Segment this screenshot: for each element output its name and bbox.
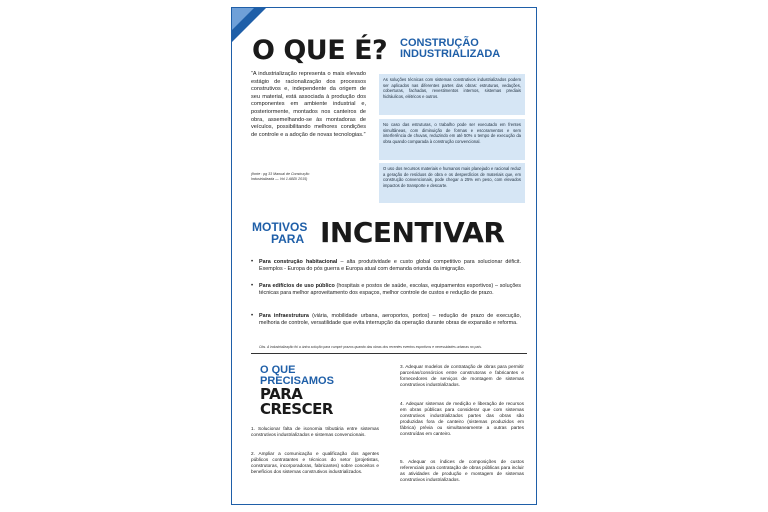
para-label: PARA bbox=[271, 232, 305, 246]
bullet-item bbox=[251, 259, 521, 273]
corner-accent-light bbox=[232, 8, 254, 30]
info-box-1: As soluções técnicas com sistemas construtivos industrializados podem ser aplicados nas diferentes partes das obras: estruturas, vedações, coberturas, fachadas, revestimentos internos, sistemas prediais hidráulicos, elétricos e outros. bbox=[379, 74, 525, 115]
quote-source: (fonte : pg 33 Manual de Construção Industrializada — Vol 1 ABDI 2015) bbox=[251, 172, 310, 181]
obs-note: Obs. A industrialização foi a única solução para cumprir prazos quando das obras dos recentes eventos esportivos e necessidades urbanas no país. bbox=[259, 345, 482, 349]
definition-quote: “A industrialização representa o mais elevado estágio de racionalização dos processos construtivos e, independente da origem de seu material, está associada à produção dos componentes em ambiente industrial e, posteriormente, montados nos canteiros de obra, assemelhando-se às montadoras de veículos, possibilitando melhores condições de controle e a adoção de novas tecnologias.” bbox=[251, 71, 366, 138]
crescer-line3: PARA bbox=[260, 385, 303, 403]
document-page bbox=[231, 7, 537, 505]
incentivar-title: INCENTIVAR bbox=[320, 216, 505, 249]
list-item: 3. Adequar modelos de contratação de obras para permitir parcerias/consórcios entre construtoras e fabricantes e fornecedores de serviços de montagem de sistemas construtivos industrializados. bbox=[400, 364, 524, 387]
bullet-text: Para infraestrutura (viária, mobilidade urbana, aeroportos, portos) – redução de prazo de execução, melhoria de controle, versatilidade que evita interrupção da operação durante obras de expansão e reforma. bbox=[259, 313, 521, 326]
page-title: O QUE É? bbox=[252, 35, 388, 66]
bullet-dot: • bbox=[251, 283, 254, 289]
page-subtitle-line2: INDUSTRIALIZADA bbox=[400, 48, 501, 60]
list-item: 5. Adequar os índices de composições de custos referenciais para contratação de obras públicas para incluir as atividades de produção e montagem de sistemas construtivos industrializados. bbox=[400, 459, 524, 482]
bullet-item bbox=[251, 283, 521, 297]
section-divider bbox=[251, 353, 527, 354]
crescer-line4: CRESCER bbox=[260, 400, 333, 418]
crescer-line2: PRECISAMOS bbox=[260, 375, 334, 387]
bullet-dot: • bbox=[251, 259, 254, 265]
list-item: 4. Adequar sistemas de medição e liberação de recursos em obras públicas para considerar que com sistemas construtivos industrializados partes das obras são produzidas fora de canteiro (sistemas produzidos em fábrica) prévia ou simultaneamente a outras partes construídas em canteiro. bbox=[400, 401, 524, 436]
info-box-2: No caso das estruturas, o trabalho pode ser executado em frentes simultâneas, com diminuição de formas e escoramentos e sem interferência de chuvas, reduzindo em até 50% o tempo de execução da obra quando comparada à construção convencional. bbox=[379, 119, 525, 160]
list-item: 2. Ampliar a comunicação e qualificação dos agentes públicos contratantes e técnicos do setor (projetistas, construtoras, incorporadoras, fabricantes) sobre conceitos e benefícios dos sistemas construtivos industrializados. bbox=[251, 451, 379, 474]
list-item: 1. Solucionar falta de isonomia tributária entre sistemas construtivos industrializados e sistemas convencionais. bbox=[251, 426, 379, 437]
bullet-item bbox=[251, 313, 521, 327]
motivos-label: MOTIVOS bbox=[252, 220, 308, 234]
bullet-text: Para edifícios de uso público (hospitais e postos de saúde, escolas, equipamentos esportivos) – soluções técnicas para melhor aproveitamento dos espaços, melhor controle de custos e redução de prazo. bbox=[259, 283, 522, 296]
crescer-line1: O QUE bbox=[260, 364, 296, 376]
bullet-dot: • bbox=[251, 313, 254, 319]
bullet-text: Para construção habitacional – alta produtividade e custo global competitivo para solucionar déficit. Exemplos - Europa do pós guerra e Europa atual com demanda oriunda da imigração. bbox=[259, 259, 521, 272]
info-box-3: O uso dos recursos materiais e humanos mais planejado e racional reduz a geração de resíduos de obra e os desperdícios de materiais que, em construção convencionais, pode chegar a 25% em peso, com elevados impactos de transporte e descarte. bbox=[379, 163, 525, 203]
page-subtitle-line1: CONSTRUÇÃO bbox=[400, 37, 479, 49]
